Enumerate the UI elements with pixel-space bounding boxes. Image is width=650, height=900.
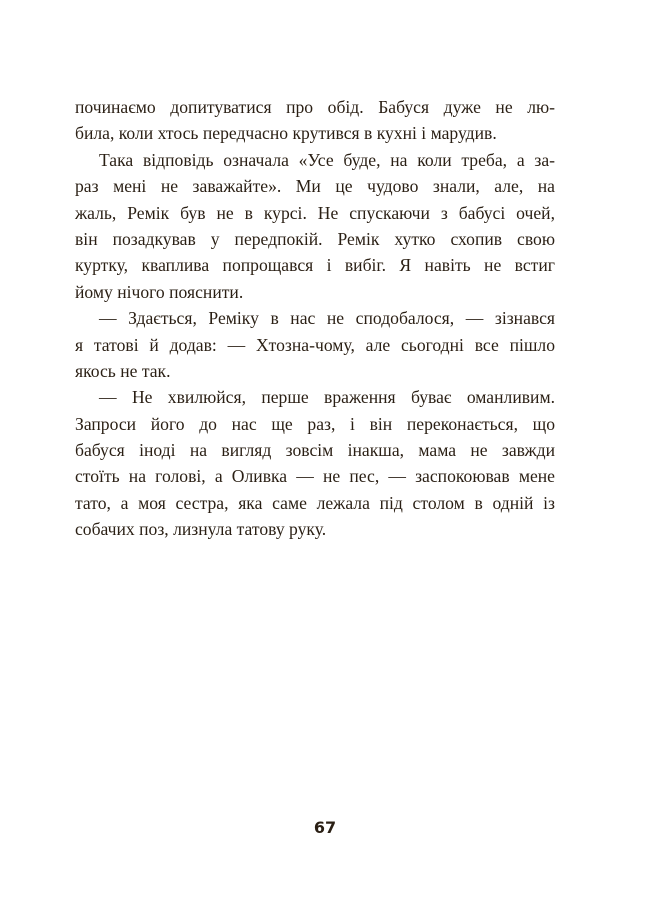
text-line: якось не так. <box>75 360 171 381</box>
text-line: куртку, кваплива попрощався і вибіг. Я навіть не встиг <box>75 255 555 276</box>
text-line: Така відповідь означала «Усе буде, на коли треба, а за- <box>99 149 555 170</box>
text-line: тато, а моя сестра, яка саме лежала під столом в одній із <box>75 492 555 513</box>
text-line: починаємо допитуватися про обід. Бабуся дуже не лю- <box>75 97 555 117</box>
text-line: — Здається, Реміку в нас не сподобалося, — зізнався <box>99 308 555 329</box>
text-line: стоїть на голові, а Оливка — не пес, — заспокоював мене <box>75 466 555 487</box>
text-line: бабуся іноді на вигляд зовсім інакша, мама не завжди <box>75 440 555 461</box>
text-line: била, коли хтось передчасно крутився в кухні і марудив. <box>75 123 497 144</box>
text-line: я татові й додав: — Хтозна-чому, але сьогодні все пішло <box>75 334 555 355</box>
text-line: Запроси його до нас ще раз, і він переконається, що <box>75 413 555 434</box>
paragraph <box>75 384 555 542</box>
body-text <box>75 94 555 543</box>
text-line: жаль, Ремік був не в курсі. Не спускаючи з бабусі очей, <box>75 202 555 223</box>
paragraph <box>75 305 555 384</box>
text-line: йому нічого пояснити. <box>75 281 244 302</box>
paragraph <box>75 147 555 305</box>
text-line: — Не хвилюйся, перше враження буває оманливим. <box>99 387 555 408</box>
text-line: раз мені не заважайте». Ми це чудово знали, але, на <box>75 176 555 197</box>
paragraph <box>75 94 555 147</box>
text-line: собачих поз, лизнула татову руку. <box>75 519 327 540</box>
page-number: 67 <box>313 818 337 837</box>
text-line: він позадкував у передпокій. Ремік хутко схопив свою <box>75 228 555 249</box>
